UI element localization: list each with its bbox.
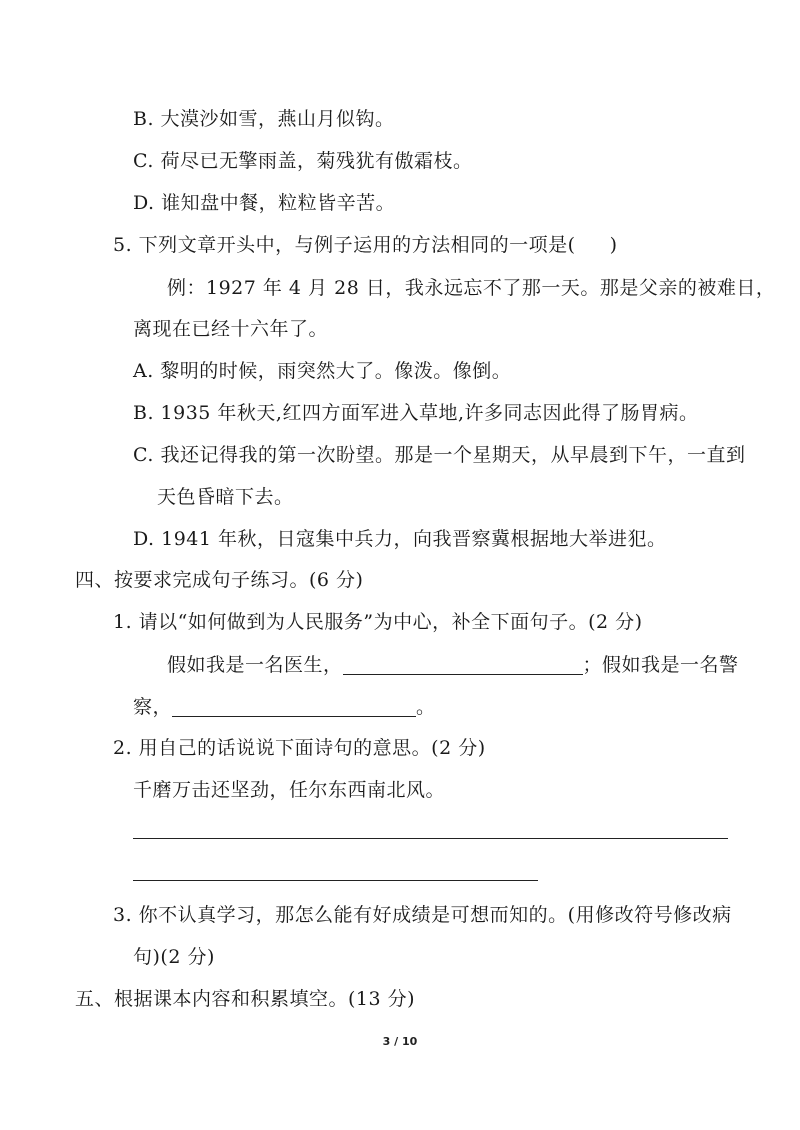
section-4-q1-fill-line2 (133, 695, 436, 719)
question-5-example-line1: 例：1927 年 4 月 28 日，我永远忘不了那一天。那是父亲的被难日， (167, 277, 776, 299)
q1-blank-2[interactable] (172, 698, 416, 717)
section-4-heading: 四、按要求完成句子练习。(6 分) (75, 569, 364, 591)
question-5-option-b: B. 1935 年秋天,红四方面军进入草地,许多同志因此得了肠胃病。 (133, 402, 699, 424)
section-4-q1-fill-line1 (167, 653, 739, 677)
section-5-heading: 五、根据课本内容和积累填空。(13 分) (75, 988, 416, 1010)
question-5-option-c-line1: C. 我还记得我的第一次盼望。那是一个星期天，从早晨到下午，一直到 (133, 444, 746, 466)
section-4-q2-stem: 2. 用自己的话说说下面诗句的意思。(2 分) (113, 737, 486, 759)
question-5-option-c-line2: 天色昏暗下去。 (157, 486, 294, 508)
question-5-stem-text: 5. 下列文章开头中，与例子运用的方法相同的一项是( (113, 234, 576, 256)
q2-answer-line-1[interactable] (133, 838, 728, 839)
section-4-q3-line1: 3. 你不认真学习，那怎么能有好成绩是可想而知的。(用修改符号修改病 (113, 904, 732, 926)
section-4-q2-poem: 千磨万击还坚劲，任尔东西南北风。 (133, 779, 446, 801)
question-5-option-d: D. 1941 年秋，日寇集中兵力，向我晋察冀根据地大举进犯。 (133, 528, 667, 550)
q1-blank-1[interactable] (343, 656, 583, 675)
q1-part3: 察， (133, 696, 173, 718)
option-c-prev: C. 荷尽已无擎雨盖，菊残犹有傲霜枝。 (133, 150, 473, 172)
question-5-example-line2: 离现在已经十六年了。 (133, 318, 329, 340)
page-number: 3 / 10 (382, 1035, 418, 1048)
q2-answer-line-2[interactable] (133, 880, 538, 881)
q1-part4: 。 (416, 696, 436, 718)
section-4-q3-line2: 句)(2 分) (133, 946, 215, 968)
q1-part1: 假如我是一名医生， (167, 654, 343, 676)
option-b-prev: B. 大漠沙如雪，燕山月似钩。 (133, 108, 395, 130)
section-4-q1-stem: 1. 请以“如何做到为人民服务”为中心，补全下面句子。(2 分) (113, 611, 643, 633)
q1-part2: ；假如我是一名警 (582, 654, 739, 676)
question-5-stem (113, 233, 618, 257)
question-5-option-a: A. 黎明的时候，雨突然大了。像泼。像倒。 (133, 360, 512, 382)
question-5-stem-close: ) (609, 234, 618, 256)
option-d-prev: D. 谁知盘中餐，粒粒皆辛苦。 (133, 192, 396, 214)
